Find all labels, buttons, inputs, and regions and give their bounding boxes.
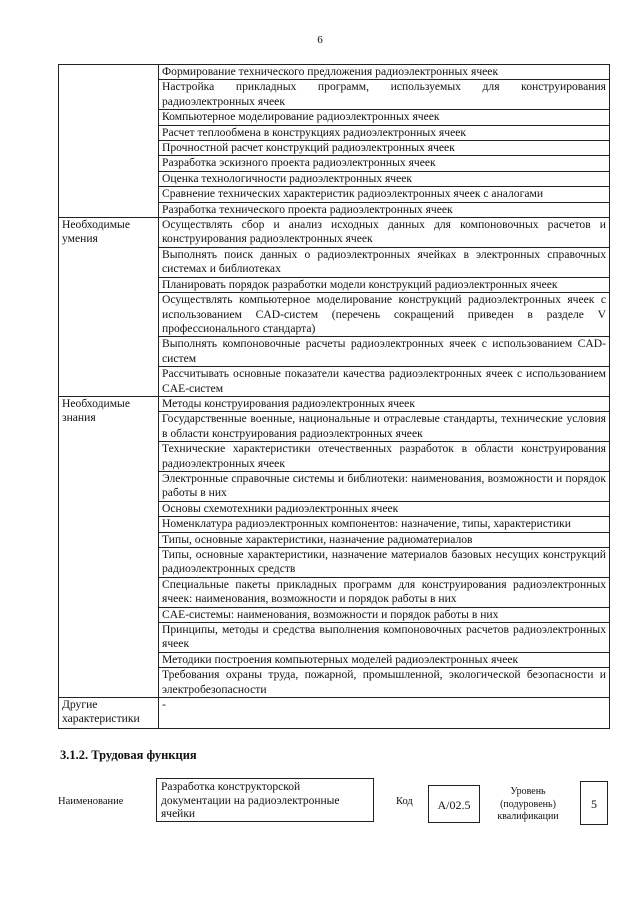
section-title: 3.1.2. Трудовая функция bbox=[60, 748, 197, 762]
table-cell-item: Настройка прикладных программ, используемых для конструирования радиоэлектронных ячеек bbox=[159, 80, 610, 110]
table-cell-item: Расчет теплообмена в конструкциях радиоэлектронных ячеек bbox=[159, 125, 610, 140]
table-cell-item: Методики построения компьютерных моделей радиоэлектронных ячеек bbox=[159, 652, 610, 667]
qualification-level-label: Уровень (подуровень) квалификации bbox=[497, 786, 559, 822]
table-cell-item: Государственные военные, национальные и отраслевые стандарты, технические условия в области конструирования радиоэлектронных ячеек bbox=[159, 412, 610, 442]
table-cell-item: Специальные пакеты прикладных программ для конструирования радиоэлектронных ячеек: наименования, возможности и порядок работы в них bbox=[159, 577, 610, 607]
function-code-value: A/02.5 bbox=[428, 785, 480, 823]
table-row bbox=[59, 65, 610, 80]
table-cell-item: Прочностной расчет конструкций радиоэлектронных ячеек bbox=[159, 141, 610, 156]
table-cell-item: Планировать порядок разработки модели конструкций радиоэлектронных ячеек bbox=[159, 277, 610, 292]
table-cell-item: Сравнение технических характеристик радиоэлектронных ячеек с аналогами bbox=[159, 187, 610, 202]
function-name-value: Разработка конструкторской документации на радиоэлектронные ячейки bbox=[156, 778, 374, 822]
row-group-label bbox=[59, 65, 159, 218]
table-cell-item: - bbox=[159, 698, 610, 729]
table-cell-item: Электронные справочные системы и библиотеки: наименования, возможности и порядок работы в них bbox=[159, 471, 610, 501]
table-cell-item: Оценка технологичности радиоэлектронных ячеек bbox=[159, 171, 610, 186]
table-cell-item: Выполнять поиск данных о радиоэлектронных ячейках в электронных справочных системах и библиотеках bbox=[159, 247, 610, 277]
table-cell-item: Выполнять компоновочные расчеты радиоэлектронных ячеек с использованием CAD-систем bbox=[159, 337, 610, 367]
table-cell-item: Типы, основные характеристики, назначение материалов базовых несущих конструкций радиоэлектронных средств bbox=[159, 548, 610, 578]
table-cell-item: Разработка технического проекта радиоэлектронных ячеек bbox=[159, 202, 610, 217]
table-cell-item: Осуществлять сбор и анализ исходных данных для компоновочных расчетов и конструирования радиоэлектронных ячеек bbox=[159, 218, 610, 248]
function-name-label: Наименование bbox=[58, 796, 124, 807]
competency-table bbox=[58, 64, 610, 729]
row-group-label: Необходимые умения bbox=[59, 218, 159, 397]
row-group-label: Необходимые знания bbox=[59, 396, 159, 697]
table-cell-item: Принципы, методы и средства выполнения компоновочных расчетов радиоэлектронных ячеек bbox=[159, 623, 610, 653]
table-cell-item: Компьютерное моделирование радиоэлектронных ячеек bbox=[159, 110, 610, 125]
function-code-label: Код bbox=[396, 796, 413, 807]
qualification-level-value: 5 bbox=[580, 781, 608, 825]
table-row bbox=[59, 218, 610, 248]
table-row bbox=[59, 698, 610, 729]
table-cell-item: Требования охраны труда, пожарной, промышленной, экологической безопасности и электробезопасности bbox=[159, 668, 610, 698]
table-cell-item: Технические характеристики отечественных разработок в области конструирования радиоэлектронных ячеек bbox=[159, 442, 610, 472]
table-cell-item: Номенклатура радиоэлектронных компонентов: назначение, типы, характеристики bbox=[159, 517, 610, 532]
table-cell-item: Разработка эскизного проекта радиоэлектронных ячеек bbox=[159, 156, 610, 171]
table-cell-item: CAE-системы: наименования, возможности и порядок работы в них bbox=[159, 607, 610, 622]
table-cell-item: Осуществлять компьютерное моделирование конструкций радиоэлектронных ячеек с использованием CAD-систем (перечень сокращений приведен в разделе V профессионального стандарта) bbox=[159, 293, 610, 337]
page-number: 6 bbox=[317, 34, 323, 46]
table-cell-item: Основы схемотехники радиоэлектронных ячеек bbox=[159, 501, 610, 516]
table-cell-item: Методы конструирования радиоэлектронных ячеек bbox=[159, 396, 610, 411]
table-cell-item: Формирование технического предложения радиоэлектронных ячеек bbox=[159, 65, 610, 80]
table-cell-item: Типы, основные характеристики, назначение радиоматериалов bbox=[159, 532, 610, 547]
row-group-label: Другие характеристики bbox=[59, 698, 159, 729]
table-row bbox=[59, 396, 610, 411]
table-cell-item: Рассчитывать основные показатели качества радиоэлектронных ячеек с использованием CAE-систем bbox=[159, 367, 610, 397]
competency-table-body bbox=[59, 65, 610, 729]
